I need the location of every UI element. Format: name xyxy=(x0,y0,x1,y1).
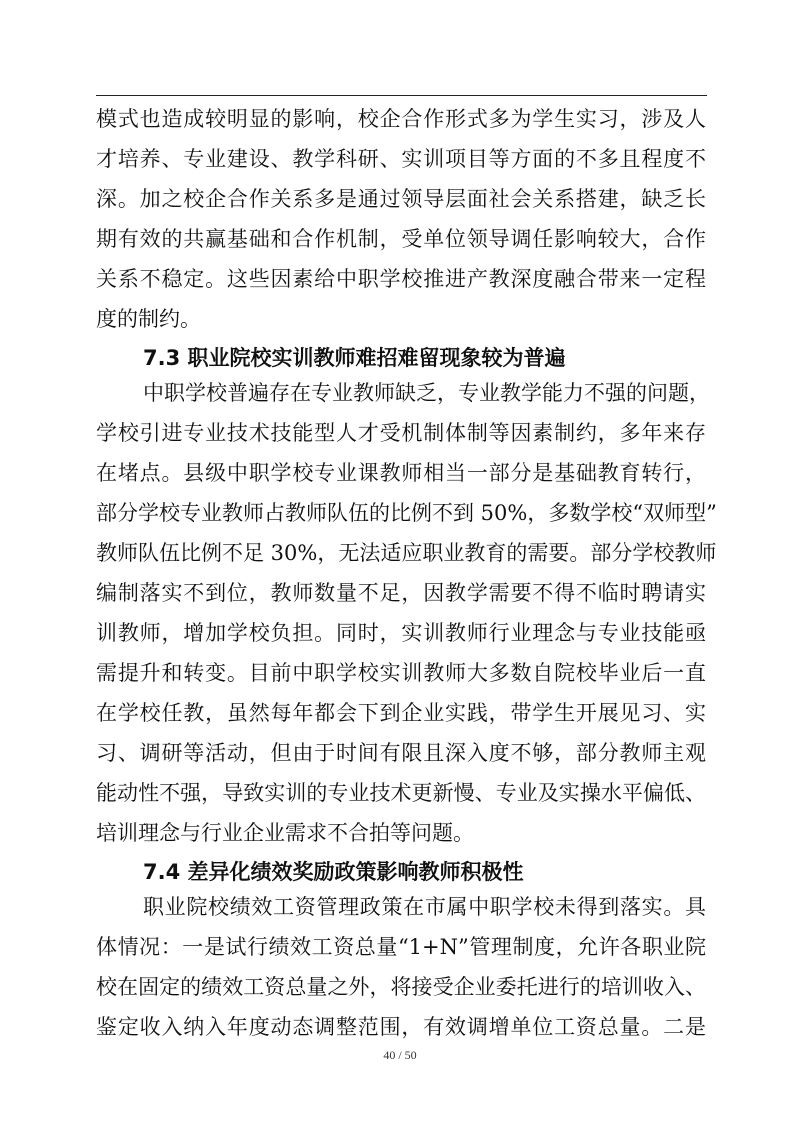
paragraph-line: 体情况：一是试行绩效工资总量“1+N”管理制度，允许各职业院 xyxy=(96,935,706,959)
section-heading-7-3: 7.3 职业院校实训教师难招难留现象较为普遍 xyxy=(143,346,566,370)
paragraph-line: 习、调研等活动，但由于时间有限且深入度不够，部分教师主观 xyxy=(96,741,706,765)
paragraph-line: 期有效的共赢基础和合作机制，受单位领导调任影响较大，合作 xyxy=(96,227,706,251)
paragraph-line: 部分学校专业教师占教师队伍的比例不到 50%，多数学校“双师型” xyxy=(96,501,717,525)
paragraph-line: 需提升和转变。目前中职学校实训教师大多数自院校毕业后一直 xyxy=(96,661,706,685)
paragraph-line: 职业院校绩效工资管理政策在市属中职学校未得到落实。具 xyxy=(143,895,706,919)
paragraph-line: 学校引进专业技术技能型人才受机制体制等因素制约，多年来存 xyxy=(96,421,706,445)
paragraph-line: 鉴定收入纳入年度动态调整范围，有效调增单位工资总量。二是 xyxy=(96,1015,706,1039)
paragraph-line: 培训理念与行业企业需求不合拍等问题。 xyxy=(96,821,474,845)
paragraph-line: 编制落实不到位，教师数量不足，因教学需要不得不临时聘请实 xyxy=(96,581,706,605)
paragraph-line: 中职学校普遍存在专业教师缺乏，专业教学能力不强的问题， xyxy=(143,381,710,405)
paragraph-line: 校在固定的绩效工资总量之外，将接受企业委托进行的培训收入、 xyxy=(96,975,706,999)
paragraph-line: 模式也造成较明显的影响，校企合作形式多为学生实习，涉及人 xyxy=(96,107,706,131)
paragraph-line: 度的制约。 xyxy=(96,307,201,331)
header-rule xyxy=(96,95,707,96)
paragraph-line: 在堵点。县级中职学校专业课教师相当一部分是基础教育转行， xyxy=(96,461,706,485)
paragraph-line: 教师队伍比例不足 30%，无法适应职业教育的需要。部分学校教师 xyxy=(96,541,717,565)
paragraph-line: 才培养、专业建设、教学科研、实训项目等方面的不多且程度不 xyxy=(96,147,706,171)
paragraph-line: 关系不稳定。这些因素给中职学校推进产教深度融合带来一定程 xyxy=(96,267,706,291)
paragraph-line: 训教师，增加学校负担。同时，实训教师行业理念与专业技能亟 xyxy=(96,621,706,645)
paragraph-line: 在学校任教，虽然每年都会下到企业实践，带学生开展见习、实 xyxy=(96,701,706,725)
page-number: 40 / 50 xyxy=(383,1048,417,1062)
section-heading-7-4: 7.4 差异化绩效奖励政策影响教师积极性 xyxy=(143,860,524,884)
paragraph-line: 深。加之校企合作关系多是通过领导层面社会关系搭建，缺乏长 xyxy=(96,187,706,211)
paragraph-line: 能动性不强，导致实训的专业技术更新慢、专业及实操水平偏低、 xyxy=(96,781,706,805)
